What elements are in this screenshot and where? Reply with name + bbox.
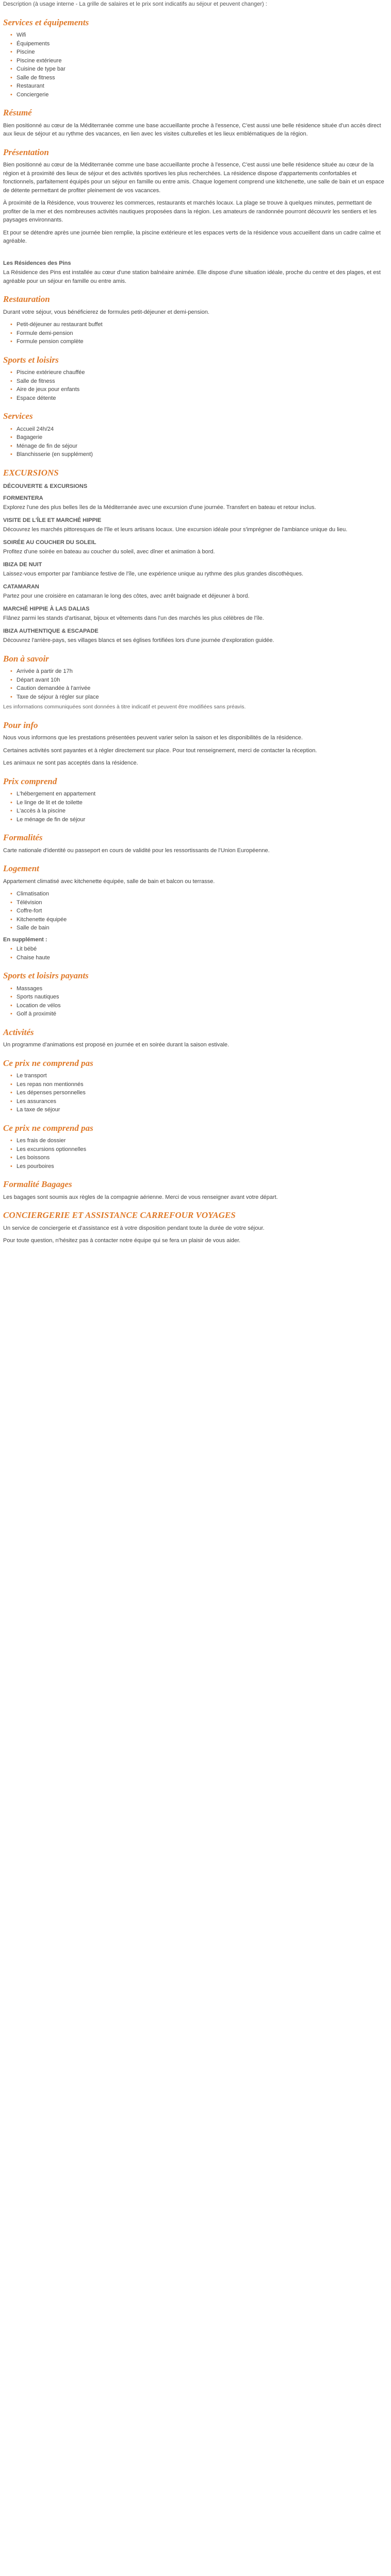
residence-title: Les Résidences des Pins	[3, 260, 71, 266]
logement-item: • Télévision	[17, 899, 388, 907]
restaurant-item: • Formule pension complète	[17, 337, 388, 346]
services2-item: • Ménage de fin de séjour	[17, 442, 388, 451]
services-list	[3, 31, 388, 99]
bagages-title: Formalité Bagages	[3, 1179, 72, 1190]
logement-item: • Salle de bain	[17, 924, 388, 933]
page	[0, 0, 391, 1249]
catamaran-title: CATAMARAN	[3, 583, 39, 590]
resume-text: Bien positionné au cœur de la Méditerranée comme une base accueillante proche à l'essence, C'est aussi une belle résidence située d'un accès direct aux lieux de séjour et au rythme des vacances, en lien avec les visites culturelles et les lieux emblématiques de la région.	[3, 122, 381, 137]
service-item: • Piscine	[17, 48, 388, 57]
services2-item: • Bagagerie	[17, 433, 388, 442]
logement-item: • Climatisation	[17, 890, 388, 899]
sports-item: • Aire de jeux pour enfants	[17, 385, 388, 394]
formentera-text: Explorez l'une des plus belles îles de la Méditerranée avec une excursion d'une journée. Transfert en bateau et retour inclus.	[3, 504, 316, 511]
sports2-title: Sports et loisirs payants	[3, 971, 89, 981]
services2-list	[3, 425, 388, 459]
services2-item: • Accueil 24h/24	[17, 425, 388, 434]
bagages-text: Les bagages sont soumis aux règles de la compagnie aérienne. Merci de vous renseigner avant votre départ.	[3, 1194, 278, 1200]
sports2-item: • Massages	[17, 985, 388, 993]
supplement-item: • Lit bébé	[17, 945, 388, 954]
market-title: MARCHÉ HIPPIE À LAS DALIAS	[3, 605, 90, 612]
prix-title: Prix comprend	[3, 776, 57, 786]
sports-item: • Espace détente	[17, 394, 388, 403]
service-item: • Salle de fitness	[17, 74, 388, 82]
service-item: • Restaurant	[17, 82, 388, 91]
sports2-item: • Location de vélos	[17, 1002, 388, 1010]
sports2-item: • Golf à proximité	[17, 1010, 388, 1019]
restaurant-list	[3, 320, 388, 346]
logement-title: Logement	[3, 863, 39, 874]
info-text: Les informations communiquées sont données à titre indicatif et peuvent être modifiées sans préavis.	[3, 704, 246, 710]
ibiza-night-title: IBIZA DE NUIT	[3, 561, 42, 568]
cala-title: VISITE DE L'ÎLE ET MARCHÉ HIPPIE	[3, 517, 102, 523]
services-title: Services et équipements	[3, 17, 89, 27]
presentation-title: Présentation	[3, 147, 49, 157]
resume-title: Résumé	[3, 108, 32, 117]
prix-item: • L'accès à la piscine	[17, 807, 388, 816]
residence-text: La Résidence des Pins est installée au cœur d'une station balnéaire animée. Elle dispose d'une situation idéale, proche du centre et des plages, et est agréable pour un séjour en famille ou entre amis.	[3, 269, 381, 284]
restaurant-title: Restauration	[3, 294, 50, 304]
prixcomp-item: • Les dépenses personnelles	[17, 1089, 388, 1097]
info-item: • Arrivée à partir de 17h	[17, 667, 388, 676]
presentation-paragraph: Et pour se détendre après une journée bien remplie, la piscine extérieure et les espaces verts de la résidence vous accueillent dans un cadre calme et agréable.	[3, 229, 381, 244]
prix-item: • Le ménage de fin de séjour	[17, 816, 388, 824]
prix-list	[3, 790, 388, 824]
restaurant-intro: Durant votre séjour, vous bénéficierez de formules petit-déjeuner et demi-pension.	[3, 309, 209, 315]
prixcomp-list	[3, 1072, 388, 1114]
services2-item: • Blanchisserie (en supplément)	[17, 450, 388, 459]
formentera-title: FORMENTERA	[3, 495, 43, 501]
presentation-paragraph: Bien positionné au cœur de la Méditerranée comme une base accueillante proche à l'essence, C'est aussi une belle résidence située au cœur de la région et à proximité des lieux de séjour et des activités sportives les plus recherchées. La résidence dispose d'appartements confortables et fonctionnels, parfaitement équipés pour un séjour en famille ou entre amis. Chaque logement comprend une kitchenette, une salle de bain et un espace de détente permettant de profiter pleinement de vos vacances.	[3, 162, 384, 194]
excursions-subtitle: DÉCOUVERTE & EXCURSIONS	[3, 483, 88, 489]
logement-text: Appartement climatisé avec kitchenette équipée, salle de bain et balcon ou terrasse.	[3, 878, 215, 885]
activites-title: Activités	[3, 1027, 34, 1037]
logement-item: • Coffre-fort	[17, 907, 388, 916]
prixcomp2-item: • Les frais de dossier	[17, 1137, 388, 1145]
info-title: Bon à savoir	[3, 653, 49, 664]
formalites-title: Formalités	[3, 833, 43, 843]
sunset-title: SOIRÉE AU COUCHER DU SOLEIL	[3, 539, 96, 546]
sports-item: • Piscine extérieure chauffée	[17, 368, 388, 377]
catamaran-text: Partez pour une croisière en catamaran le long des côtes, avec arrêt baignade et déjeuner à bord.	[3, 593, 250, 599]
pourinfo-paragraph: Les animaux ne sont pas acceptés dans la résidence.	[3, 760, 138, 767]
prixcomp2-list	[3, 1137, 388, 1171]
pourinfo-paragraph: Nous vous informons que les prestations présentées peuvent varier selon la saison et les disponibilités de la résidence.	[3, 735, 303, 741]
prixcomp-item: • Les assurances	[17, 1097, 388, 1106]
prixcomp-title: Ce prix ne comprend pas	[3, 1058, 93, 1068]
market-text: Flânez parmi les stands d'artisanat, bijoux et vêtements dans l'un des marchés les plus célèbres de l'île.	[3, 615, 264, 621]
concierge-title: CONCIERGERIE ET ASSISTANCE CARREFOUR VOYAGES	[3, 1210, 236, 1221]
service-item: • Équipements	[17, 40, 388, 48]
prix-item: • L'hébergement en appartement	[17, 790, 388, 799]
service-item: • Wifi	[17, 31, 388, 40]
logement-item: • Kitchenette équipée	[17, 916, 388, 924]
excursions-title: EXCURSIONS	[3, 467, 59, 478]
intro-text: Description (à usage interne - La grille de salaires et le prix sont indicatifs au séjour et peuvent changer) :	[3, 1, 267, 7]
sports2-list	[3, 985, 388, 1019]
restaurant-item: • Formule demi-pension	[17, 329, 388, 338]
activites-text: Un programme d'animations est proposé en journée et en soirée durant la saison estivale.	[3, 1042, 230, 1048]
cala-text: Découvrez les marchés pittoresques de l'île et leurs artisans locaux. Une excursion idéale pour s'imprégner de l'ambiance unique du lieu.	[3, 527, 348, 533]
ibiza-night-text: Laissez-vous emporter par l'ambiance festive de l'île, une expérience unique au rythme des plus grandes discothèques.	[3, 571, 304, 577]
sports2-item: • Sports nautiques	[17, 993, 388, 1002]
supplement-list	[3, 945, 388, 962]
logement-list	[3, 890, 388, 933]
pourinfo-paragraph: Certaines activités sont payantes et à régler directement sur place. Pour tout renseignement, merci de contacter la réception.	[3, 747, 317, 754]
info-item: • Départ avant 10h	[17, 676, 388, 685]
info-item: • Taxe de séjour à régler sur place	[17, 693, 388, 702]
prixcomp-item: • Le transport	[17, 1072, 388, 1080]
ibiza-authentic-text: Découvrez l'arrière-pays, ses villages blancs et ses églises fortifiées lors d'une journée d'exploration guidée.	[3, 637, 274, 643]
pourinfo-title: Pour info	[3, 720, 38, 730]
restaurant-item: • Petit-déjeuner au restaurant buffet	[17, 320, 388, 329]
service-item: • Cuisine de type bar	[17, 65, 388, 74]
supplement-item: • Chaise haute	[17, 954, 388, 962]
prixcomp2-title: Ce prix ne comprend pas	[3, 1123, 93, 1133]
info-list	[3, 667, 388, 701]
sports-title: Sports et loisirs	[3, 354, 59, 365]
service-item: • Conciergerie	[17, 91, 388, 99]
ibiza-authentic-title: IBIZA AUTHENTIQUE & ESCAPADE	[3, 628, 99, 634]
prixcomp2-item: • Les excursions optionnelles	[17, 1145, 388, 1154]
prixcomp2-item: • Les pourboires	[17, 1162, 388, 1171]
sports-list	[3, 368, 388, 402]
services2-title: Services	[3, 411, 33, 421]
sunset-text: Profitez d'une soirée en bateau au coucher du soleil, avec dîner et animation à bord.	[3, 549, 215, 555]
sports-item: • Salle de fitness	[17, 377, 388, 386]
prixcomp-item: • Les repas non mentionnés	[17, 1080, 388, 1089]
concierge-paragraph: Pour toute question, n'hésitez pas à contacter notre équipe qui se fera un plaisir de vous aider.	[3, 1238, 241, 1244]
prix-item: • Le linge de lit et de toilette	[17, 799, 388, 807]
prixcomp-item: • La taxe de séjour	[17, 1106, 388, 1114]
formalites-text: Carte nationale d'identité ou passeport en cours de validité pour les ressortissants de l'Union Européenne.	[3, 847, 270, 854]
supplement-title: En supplément :	[3, 936, 47, 943]
concierge-paragraph: Un service de conciergerie et d'assistance est à votre disposition pendant toute la durée de votre séjour.	[3, 1225, 265, 1231]
prixcomp2-item: • Les boissons	[17, 1154, 388, 1162]
presentation-paragraph: À proximité de la Résidence, vous trouverez les commerces, restaurants et marchés locaux. La plage se trouve à quelques minutes, permettant de profiter de la mer et des nombreuses activités nautiques proposées dans la région. Les amateurs de randonnée pourront découvrir les sentiers et les paysages environnants.	[3, 200, 377, 223]
service-item: • Piscine extérieure	[17, 57, 388, 65]
info-item: • Caution demandée à l'arrivée	[17, 684, 388, 693]
